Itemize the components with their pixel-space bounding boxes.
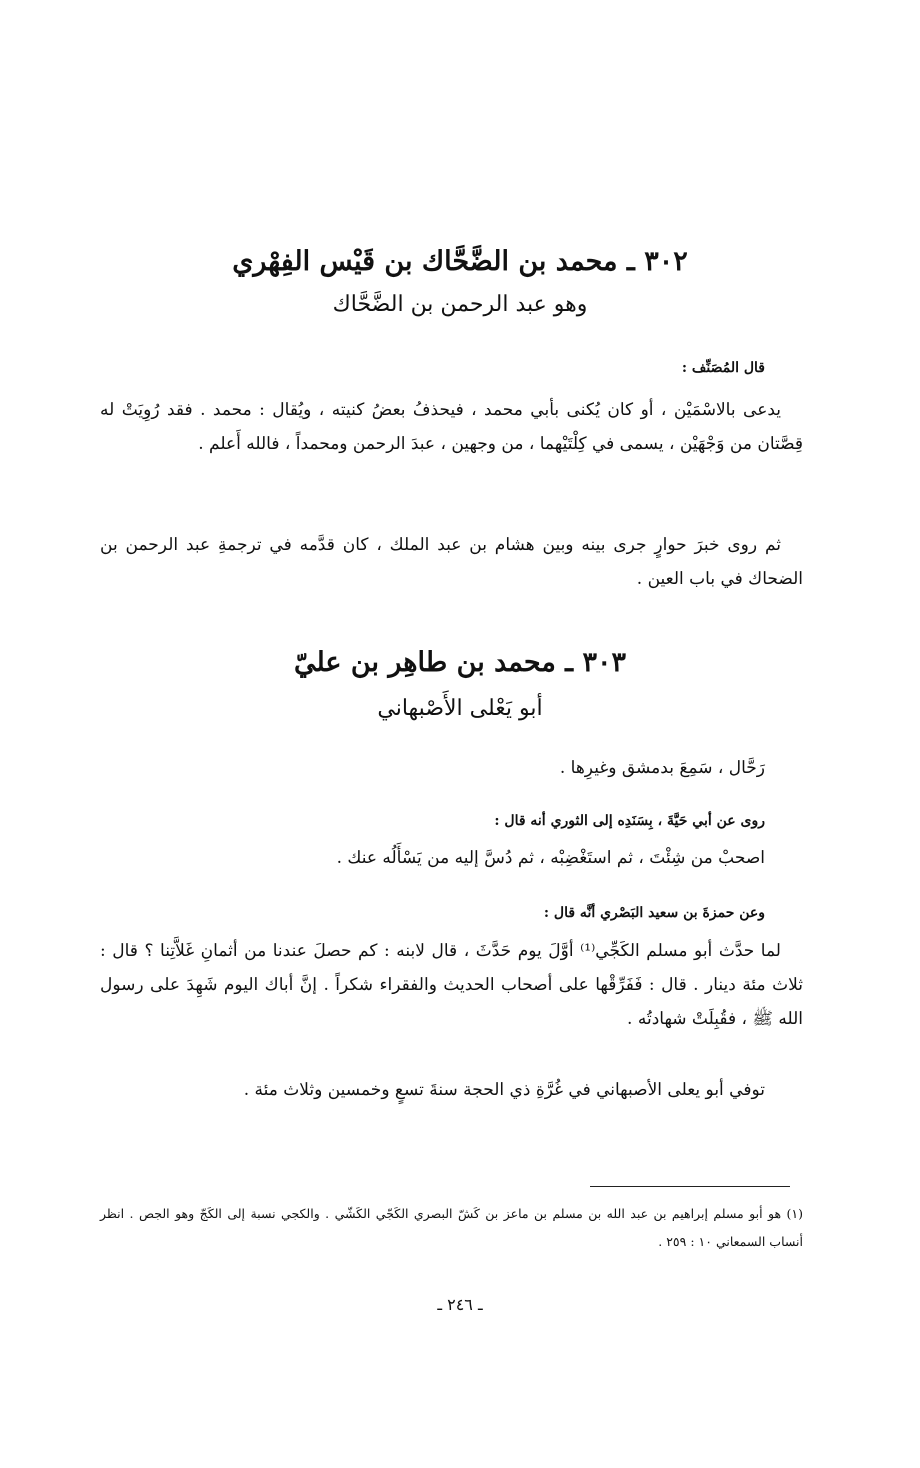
narration-label-1: روى عن أبي حَيَّةَ ، بِسَنَدِه إلى الثوري أنه قال : xyxy=(494,813,765,829)
entry-303-line-1: رَحَّال ، سَمِعَ بدمشق وغيرِها . xyxy=(559,758,765,778)
footnote-divider xyxy=(590,1186,790,1187)
footnote: (١) هو أبو مسلم إبراهيم بن عبد الله بن مسلم بن ماعز بن كَشّ البصري الكَجّي الكَشّي . والكجي نسبة إلى الكَجّ وهو الجص . انظر أنساب السمعاني ١٠ : ٢٥٩ . xyxy=(100,1206,803,1249)
author-label: قال المُصَنِّف : xyxy=(681,360,765,376)
entry-303-paragraph-3: لما حدَّث أبو مسلم الكَجِّي⁽¹⁾ أوَّلَ يوم حَدَّثَ ، قال لابنه : كم حصلَ عندنا من أثمانِ غَلاَّتِنا ؟ قال : ثلاث مئة دينار . قال : فَفَرِّقْها على أصحاب الحديث والفقراء شكراً . إنَّ أباك اليوم شَهِدَ على رسول الله ﷺ ، فقُبِلَتْ شهادتُه . xyxy=(100,941,803,1029)
entry-303-subtitle: أبو يَعْلى الأَصْبهاني xyxy=(377,696,543,721)
entry-302-subtitle: وهو عبد الرحمن بن الضَّحَّاك xyxy=(332,292,588,317)
entry-302-paragraph-1: يدعى بالاسْمَيْن ، أو كان يُكنى بأبي محمد ، فيحذفُ بعضُ كنيته ، ويُقال : محمد . فقد رُوِيَتْ له قِصَّتان من وَجْهَيْن ، يسمى في كِلْتَيْهما ، من وجهين ، عبدَ الرحمن ومحمداً ، فالله أَعلم . xyxy=(100,400,803,454)
entry-303-line-3: توفي أبو يعلى الأصبهاني في غُرَّةِ ذي الحجة سنةَ تسعٍ وخمسين وثلاث مئة . xyxy=(243,1080,765,1100)
narration-label-2: وعن حمزةَ بن سعيد البَصْري أنَّه قال : xyxy=(543,905,765,921)
entry-303-title: ٣٠٣ ـ محمد بن طاهِر بن عليّ xyxy=(293,647,627,678)
entry-302-paragraph-2: ثم روى خبرَ حوارٍ جرى بينه وبين هشام بن عبد الملك ، كان قدَّمه في ترجمةِ عبد الرحمن بن الضحاك في باب العين . xyxy=(100,535,803,589)
page-number: ـ ٢٤٦ ـ xyxy=(437,1295,483,1314)
entry-302-title: ٣٠٢ ـ محمد بن الضَّحَّاك بن قَيْس الفِهْري xyxy=(232,246,688,277)
entry-303-line-2: اصحبْ من شِئْتَ ، ثم استَغْضِبْه ، ثم دُسَّ إليه من يَسْأَلُه عنك . xyxy=(336,848,765,868)
